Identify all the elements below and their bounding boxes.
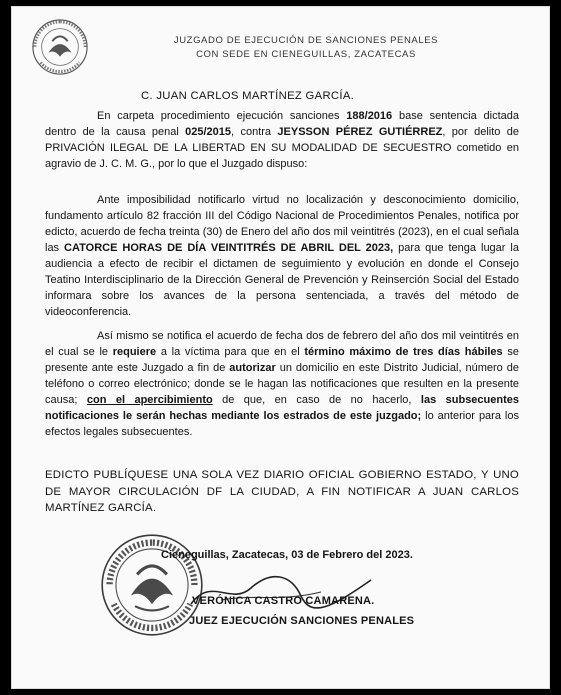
paragraph-victim-requirement: Así mismo se notifica el acuerdo de fecha dos de febrero del año dos mil veintitrés en el cual se le requiere a la víctima para que en el término máximo de tres días hábiles se presente ante este Juzgado a fin de autorizar un domicilio en este Distrito Judicial, número de teléfono o correo electrónico; donde se le hagan las notificaciones que resulten en la presente causa; con el apercibimiento de que, en caso de no hacerlo, las subsecuentes notificaciones le serán hechas mediante los estrados de este juzgado; lo anterior para los efectos legales subsecuentes. — [45, 330, 519, 438]
place-and-date: Cieneguillas, Zacatecas, 03 de Febrero del 2023. — [161, 549, 413, 561]
signer-name: VERÓNICA CASTRO CAMARENA. — [192, 595, 375, 607]
handwritten-signature — [181, 566, 381, 616]
document-page — [11, 6, 550, 689]
header-line-2: CON SEDE EN CIENEGUILLAS, ZACATECAS — [196, 49, 416, 60]
signer-role: JUEZ EJECUCIÓN SANCIONES PENALES — [189, 615, 415, 627]
court-seal-icon — [31, 18, 89, 76]
court-header — [151, 34, 461, 62]
paragraph-hearing-notice: Ante imposibilidad notificarlo virtud no localización y desconocimiento domicilio, fundamento artículo 82 fracción III del Código Nacional de Procedimientos Penales, notifica por edicto, acuerdo de fecha treinta (30) de Enero del año dos mil veintitrés (2023), en el cual señala las CATORCE HORAS DE DÍA VEINTITRÉS DE ABRIL DEL 2023, para que tenga lugar la audiencia a efecto de recibir el dictamen de seguimiento y evolución en donde el Consejo Teatino Interdisciplinario de la Dirección General de Prevención y Reinserción Social del Estado informara sobre los avances de la persona sentenciada, a través del método de videoconferencia. — [45, 194, 519, 318]
edict-publication-order: EDICTO PUBLÍQUESE UNA SOLA VEZ DIARIO OFICIAL GOBIERNO ESTADO, Y UNO DE MAYOR CIRCULACIÓN DF LA CIUDAD, A FIN NOTIFICAR A JUAN CARLOS MARTÍNEZ GARCÍA. — [45, 469, 519, 514]
paragraph-case-reference: En carpeta procedimiento ejecución sanciones 188/2016 base sentencia dictada dentro de la causa penal 025/2015, contra JEYSSON PÉREZ GUTIÉRREZ, por delito de PRIVACIÓN ILEGAL DE LA LIBERTAD EN SU MODALIDAD DE SECUESTRO cometido en agravio de J. C. M. G., por lo que el Juzgado dispuso: — [45, 110, 519, 170]
addressee: C. JUAN CARLOS MARTÍNEZ GARCÍA. — [141, 90, 355, 102]
header-line-1: JUZGADO DE EJECUCIÓN DE SANCIONES PENALES — [173, 35, 439, 46]
